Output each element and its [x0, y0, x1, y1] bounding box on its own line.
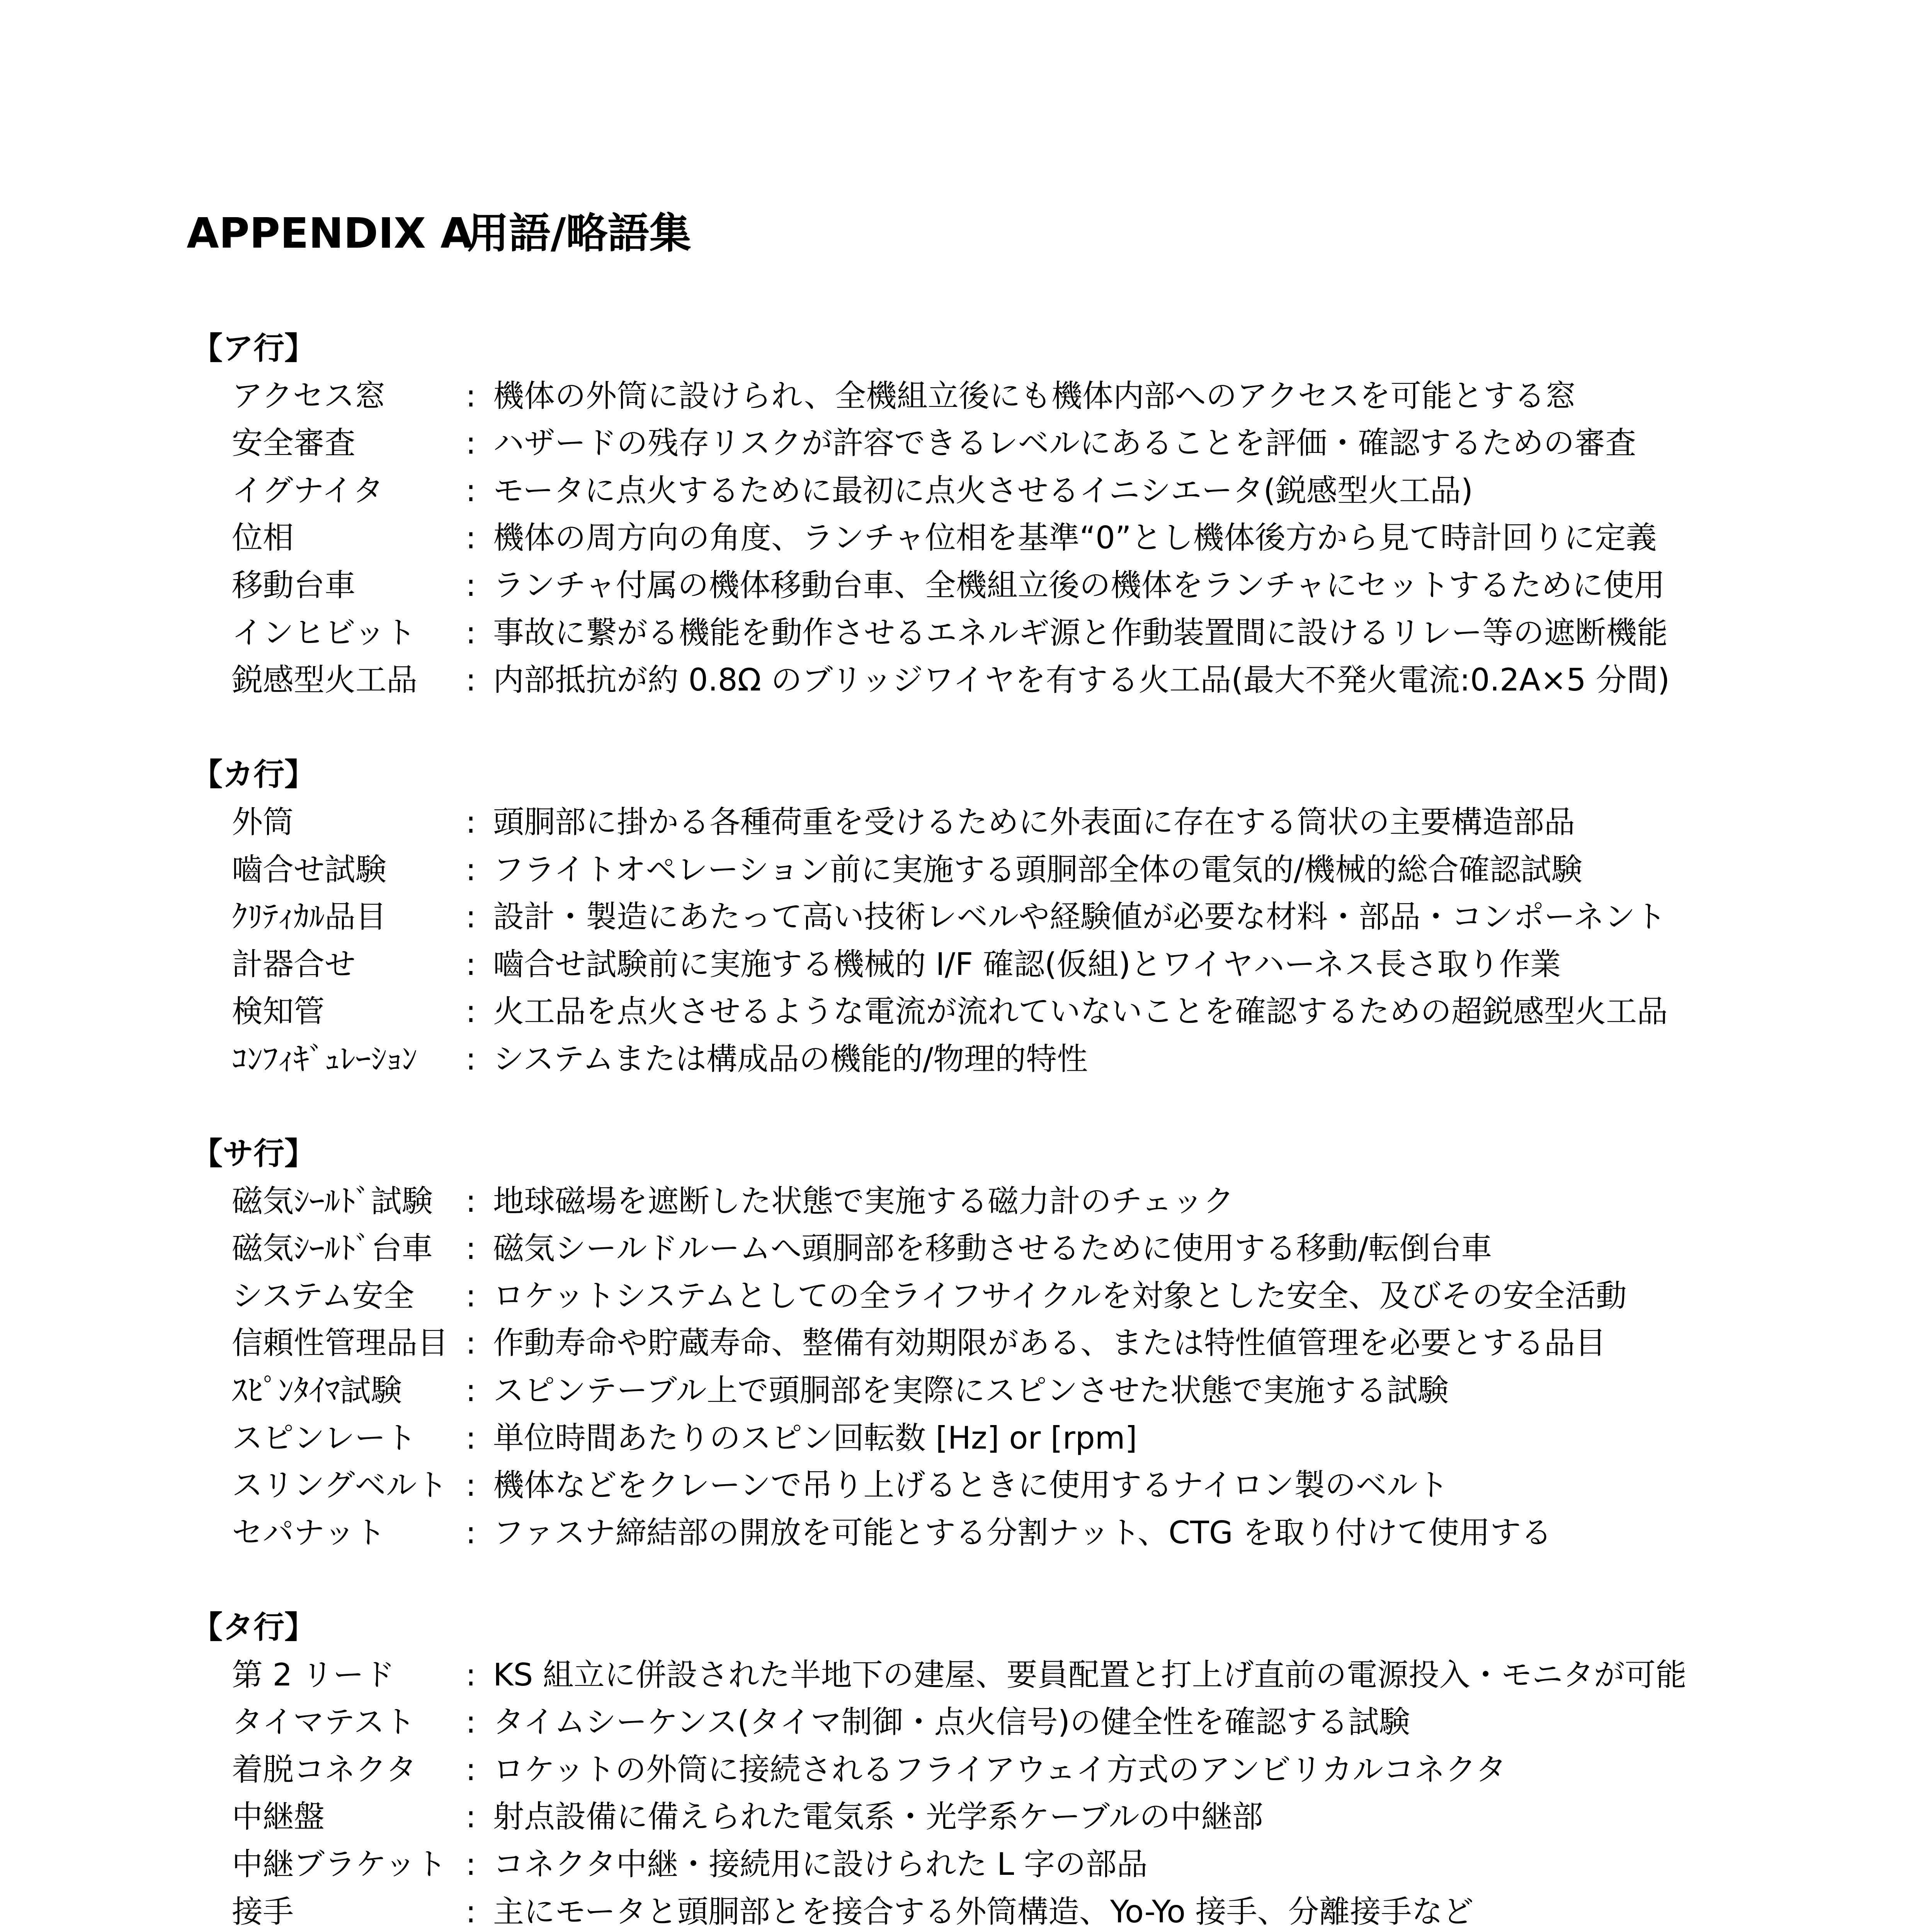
entry-separator: : — [466, 1183, 476, 1219]
entry-separator: : — [466, 1230, 476, 1267]
entry-term: 磁気ｼｰﾙﾄﾞ試験 — [232, 1183, 433, 1219]
entry-term: システム安全 — [232, 1277, 414, 1314]
glossary-entry — [0, 1651, 1917, 1699]
entry-definition: ハザードの残存リスクが許容できるレベルにあることを評価・確認するための審査 — [493, 425, 1636, 461]
entry-definition: 作動寿命や貯蔵寿命、整備有効期限がある、または特性値管理を必要とする品目 — [493, 1325, 1606, 1361]
glossary-entry — [0, 514, 1917, 562]
entry-definition: 機体の周方向の角度、ランチャ位相を基準“0”とし機体後方から見て時計回りに定義 — [493, 520, 1657, 556]
entry-separator: : — [466, 662, 476, 698]
entry-term: セパナット — [232, 1514, 386, 1551]
glossary-entry — [0, 372, 1917, 420]
entry-term: 嚙合せ試験 — [232, 851, 386, 888]
entry-definition: システムまたは構成品の機能的/物理的特性 — [493, 1041, 1088, 1077]
entry-term: 信頼性管理品目 — [232, 1325, 448, 1361]
entry-separator: : — [466, 1893, 476, 1930]
entry-term: インヒビット — [232, 614, 416, 651]
entry-term: ｸﾘﾃｨｶﾙ品目 — [232, 899, 386, 935]
entry-separator: : — [466, 1420, 476, 1456]
entry-term: スリングベルト — [232, 1467, 448, 1503]
entry-term: 第 2 リード — [232, 1656, 395, 1693]
entry-separator: : — [466, 899, 476, 935]
entry-separator: : — [466, 614, 476, 651]
entry-term: ｽﾋﾟﾝﾀｲﾏ試験 — [232, 1372, 402, 1409]
entry-definition: ロケットの外筒に接続されるフライアウェイ方式のアンビリカルコネクタ — [493, 1751, 1507, 1787]
entry-term: スピンレート — [232, 1420, 417, 1456]
entry-term: イグナイタ — [232, 472, 384, 509]
section-heading: 【カ行】 — [192, 757, 315, 793]
entry-definition: 機体などをクレーンで吊り上げるときに使用するナイロン製のベルト — [493, 1467, 1449, 1503]
glossary-entry — [0, 1178, 1917, 1225]
entry-definition: 磁気シールドルームへ頭胴部を移動させるために使用する移動/転倒台車 — [493, 1230, 1492, 1267]
entry-term: 中継盤 — [232, 1799, 325, 1835]
entry-term: 磁気ｼｰﾙﾄﾞ台車 — [232, 1230, 433, 1267]
glossary-section — [0, 1604, 1917, 1932]
entry-separator: : — [466, 378, 476, 414]
glossary-section — [0, 325, 1917, 704]
entry-definition: 設計・製造にあたって高い技術レベルや経験値が必要な材料・部品・コンポーネント — [493, 899, 1666, 935]
entry-term: 移動台車 — [232, 567, 356, 603]
entry-term: 位相 — [232, 520, 294, 556]
glossary-entry — [0, 799, 1917, 846]
entry-definition: ランチャ付属の機体移動台車、全機組立後の機体をランチャにセットするために使用 — [493, 567, 1665, 603]
entry-separator: : — [466, 1277, 476, 1314]
entry-definition: 内部抵抗が約 0.8Ω のブリッジワイヤを有する火工品(最大不発火電流:0.2A×5 分間) — [493, 662, 1670, 698]
entry-term: 接手 — [232, 1893, 294, 1930]
entry-definition: 射点設備に備えられた電気系・光学系ケーブルの中継部 — [493, 1799, 1263, 1835]
glossary-entry — [0, 1462, 1917, 1509]
glossary-entry — [0, 1367, 1917, 1415]
glossary-entry — [0, 1415, 1917, 1462]
glossary-entry — [0, 467, 1917, 515]
glossary-entry — [0, 1320, 1917, 1367]
entry-separator: : — [466, 1467, 476, 1503]
entry-definition: モータに点火するために最初に点火させるイニシエータ(鋭感型火工品) — [493, 472, 1473, 509]
entry-definition: 頭胴部に掛かる各種荷重を受けるために外表面に存在する筒状の主要構造部品 — [493, 804, 1575, 840]
entry-definition: 事故に繋がる機能を動作させるエネルギ源と作動装置間に設けるリレー等の遮断機能 — [493, 614, 1668, 651]
entry-definition: コネクタ中継・接続用に設けられた L 字の部品 — [493, 1846, 1148, 1882]
entry-definition: ロケットシステムとしての全ライフサイクルを対象とした安全、及びその安全活動 — [493, 1277, 1627, 1314]
glossary-section — [0, 751, 1917, 1083]
glossary-entry — [0, 988, 1917, 1036]
entry-definition: 地球磁場を遮断した状態で実施する磁力計のチェック — [493, 1183, 1234, 1219]
glossary-entry — [0, 609, 1917, 657]
entry-separator: : — [466, 1656, 476, 1693]
entry-definition: KS 組立に併設された半地下の建屋、要員配置と打上げ直前の電源投入・モニタが可能 — [493, 1656, 1687, 1693]
entry-separator: : — [466, 1041, 476, 1077]
entry-definition: 主にモータと頭胴部とを接合する外筒構造、Yo-Yo 接手、分離接手など — [493, 1893, 1474, 1930]
glossary-entry — [0, 562, 1917, 609]
entry-term: 外筒 — [232, 804, 294, 840]
section-heading: 【ア行】 — [192, 330, 315, 366]
entry-separator: : — [466, 472, 476, 509]
glossary-list — [0, 325, 1917, 1932]
page-title — [187, 209, 691, 259]
entry-separator: : — [466, 851, 476, 888]
section-heading: 【サ行】 — [192, 1136, 315, 1172]
entry-term: 中継ブラケット — [232, 1846, 447, 1882]
glossary-entry — [0, 1793, 1917, 1841]
entry-definition: フライトオペレーション前に実施する頭胴部全体の電気的/機械的総合確認試験 — [493, 851, 1582, 888]
glossary-entry — [0, 893, 1917, 941]
glossary-entry — [0, 1225, 1917, 1272]
entry-definition: 嚙合せ試験前に実施する機械的 I/F 確認(仮組)とワイヤハーネス長さ取り作業 — [493, 946, 1561, 982]
entry-separator: : — [466, 520, 476, 556]
entry-separator: : — [466, 1704, 476, 1740]
section-heading: 【タ行】 — [192, 1609, 315, 1646]
glossary-entry — [0, 846, 1917, 894]
glossary-entry — [0, 1699, 1917, 1746]
entry-definition: ファスナ締結部の開放を可能とする分割ナット、CTG を取り付けて使用する — [493, 1514, 1552, 1551]
glossary-entry — [0, 941, 1917, 988]
entry-separator: : — [466, 1799, 476, 1835]
entry-term: 検知管 — [232, 993, 325, 1030]
entry-definition: 機体の外筒に設けられ、全機組立後にも機体内部へのアクセスを可能とする窓 — [493, 378, 1576, 414]
entry-term: ｺﾝﾌｨｷﾞｭﾚｰｼｮﾝ — [232, 1041, 417, 1077]
entry-definition: スピンテーブル上で頭胴部を実際にスピンさせた状態で実施する試験 — [493, 1372, 1449, 1409]
entry-separator: : — [466, 1846, 476, 1882]
title-text: 用語/略語集 — [467, 209, 691, 258]
glossary-entry — [0, 656, 1917, 704]
glossary-entry — [0, 420, 1917, 467]
entry-separator: : — [466, 993, 476, 1030]
entry-term: 着脱コネクタ — [232, 1751, 417, 1787]
entry-separator: : — [466, 804, 476, 840]
entry-term: 計器合せ — [232, 946, 356, 982]
entry-separator: : — [466, 946, 476, 982]
glossary-entry — [0, 1036, 1917, 1083]
glossary-entry — [0, 1888, 1917, 1932]
entry-definition: タイムシーケンス(タイマ制御・点火信号)の健全性を確認する試験 — [493, 1704, 1410, 1740]
entry-separator: : — [466, 1325, 476, 1361]
glossary-entry — [0, 1841, 1917, 1888]
entry-separator: : — [466, 1514, 476, 1551]
entry-separator: : — [466, 567, 476, 603]
entry-separator: : — [466, 1372, 476, 1409]
appendix-label: APPENDIX A — [187, 209, 473, 258]
glossary-entry — [0, 1272, 1917, 1320]
entry-separator: : — [466, 1751, 476, 1787]
entry-definition: 単位時間あたりのスピン回転数 [Hz] or [rpm] — [493, 1420, 1137, 1456]
entry-term: アクセス窓 — [232, 378, 386, 414]
glossary-section — [0, 1130, 1917, 1556]
entry-separator: : — [466, 425, 476, 461]
entry-term: タイマテスト — [232, 1704, 416, 1740]
entry-definition: 火工品を点火させるような電流が流れていないことを確認するための超鋭感型火工品 — [493, 993, 1668, 1030]
glossary-entry — [0, 1509, 1917, 1557]
glossary-entry — [0, 1746, 1917, 1794]
entry-term: 鋭感型火工品 — [232, 662, 417, 698]
entry-term: 安全審査 — [232, 425, 356, 461]
